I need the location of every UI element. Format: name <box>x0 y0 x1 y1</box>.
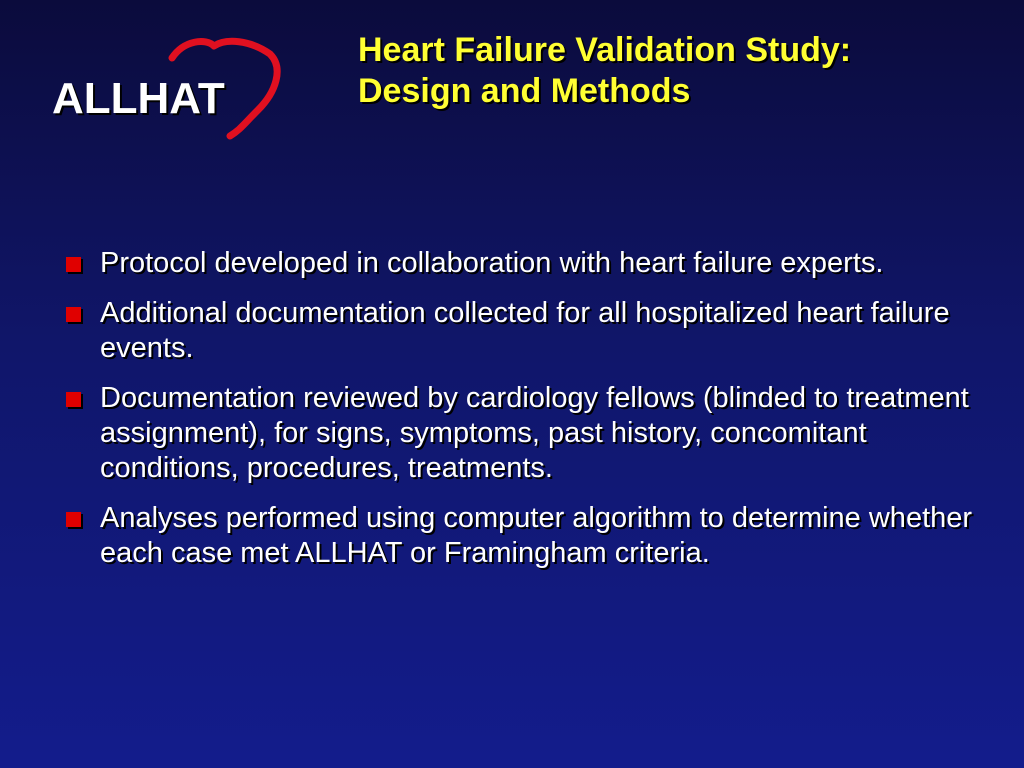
bullet-item <box>62 381 982 486</box>
title-line-2: Design and Methods <box>358 72 691 110</box>
bullet-square-icon <box>66 512 81 527</box>
bullet-square-icon <box>66 307 81 322</box>
allhat-logo <box>44 36 284 146</box>
bullet-list <box>62 246 982 586</box>
logo-text: ALLHAT <box>52 74 225 123</box>
bullet-item <box>62 501 982 571</box>
bullet-text: Documentation reviewed by cardiology fellows (blinded to treatment assignment), for signs, symptoms, past history, concomitant conditions, procedures, treatments. <box>100 382 969 484</box>
bullet-text: Analyses performed using computer algorithm to determine whether each case met ALLHAT or Framingham criteria. <box>100 502 973 569</box>
bullet-text: Additional documentation collected for all hospitalized heart failure events. <box>100 297 950 364</box>
bullet-square-icon <box>66 257 81 272</box>
bullet-item <box>62 296 982 366</box>
title-line-1: Heart Failure Validation Study: <box>358 31 852 69</box>
slide-title <box>358 30 998 112</box>
bullet-item <box>62 246 982 281</box>
bullet-square-icon <box>66 392 81 407</box>
bullet-text: Protocol developed in collaboration with heart failure experts. <box>100 247 884 279</box>
